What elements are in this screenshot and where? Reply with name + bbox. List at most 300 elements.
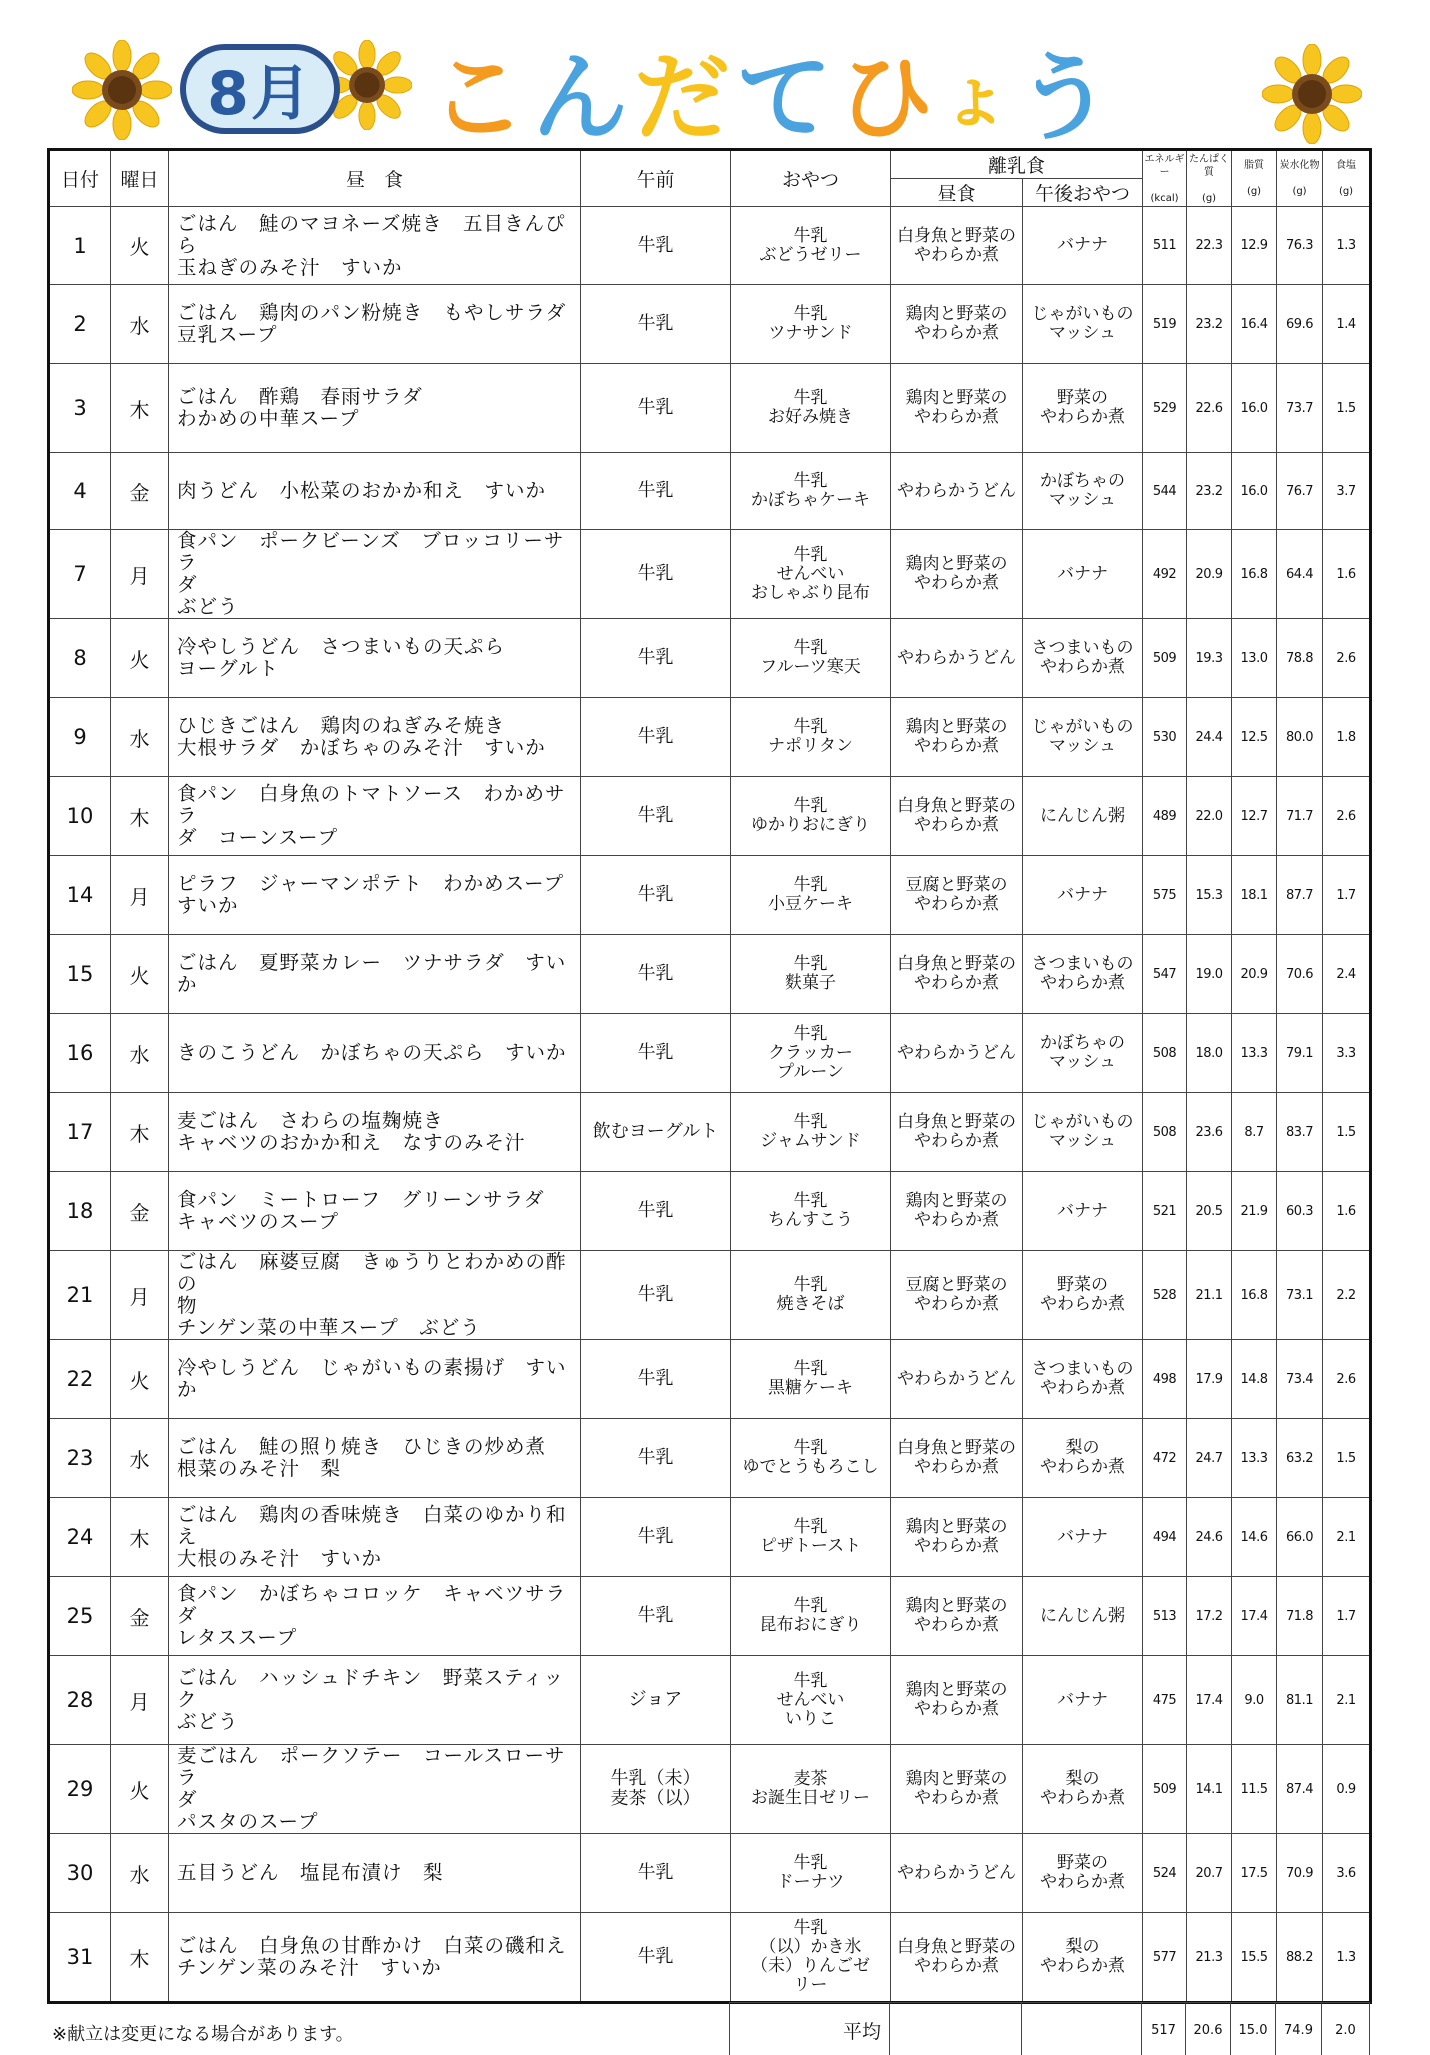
row-baby-snack: じゃがいもの マッシュ — [1023, 1093, 1143, 1172]
row-energy: 511 — [1143, 207, 1187, 285]
row-protein: 24.4 — [1187, 698, 1232, 777]
row-protein: 24.7 — [1187, 1419, 1232, 1498]
row-baby-lunch: 鶏肉と野菜の やわらか煮 — [891, 364, 1023, 453]
title-char: こ — [430, 41, 532, 154]
row-baby-snack: さつまいもの やわらか煮 — [1023, 935, 1143, 1014]
row-date: 23 — [49, 1419, 111, 1498]
row-salt: 1.7 — [1323, 1577, 1371, 1656]
row-energy: 508 — [1143, 1093, 1187, 1172]
row-carbs: 71.7 — [1277, 777, 1323, 856]
header-carbs: 炭水化物 (g) — [1277, 150, 1323, 207]
row-date: 25 — [49, 1577, 111, 1656]
row-baby-snack: 野菜の やわらか煮 — [1023, 364, 1143, 453]
table-row — [49, 777, 1371, 856]
row-fat: 16.8 — [1232, 1251, 1277, 1340]
row-lunch: 冷やしうどん さつまいもの天ぷら ヨーグルト — [169, 619, 581, 698]
row-weekday: 月 — [111, 1251, 169, 1340]
row-energy: 475 — [1143, 1656, 1187, 1745]
row-fat: 16.0 — [1232, 453, 1277, 530]
row-weekday: 火 — [111, 1745, 169, 1834]
row-fat: 13.3 — [1232, 1014, 1277, 1093]
row-salt: 1.5 — [1323, 1093, 1371, 1172]
row-baby-snack: にんじん粥 — [1023, 777, 1143, 856]
row-lunch: 麦ごはん ポークソテー コールスローサラ ダ パスタのスープ — [169, 1745, 581, 1834]
row-weekday: 月 — [111, 530, 169, 619]
row-morning: 牛乳 — [581, 1419, 731, 1498]
average-row — [729, 2002, 1370, 2055]
row-lunch: 食パン 白身魚のトマトソース わかめサラ ダ コーンスープ — [169, 777, 581, 856]
row-snack: 牛乳 ゆかりおにぎり — [731, 777, 891, 856]
row-baby-lunch: やわらかうどん — [891, 453, 1023, 530]
row-date: 2 — [49, 285, 111, 364]
menu-table — [47, 148, 1372, 2004]
row-salt: 3.7 — [1323, 453, 1371, 530]
header-baby-food: 離乳食 — [891, 150, 1143, 179]
row-date: 3 — [49, 364, 111, 453]
row-baby-snack: かぼちゃの マッシュ — [1023, 1014, 1143, 1093]
row-morning: 牛乳 — [581, 698, 731, 777]
row-energy: 528 — [1143, 1251, 1187, 1340]
row-carbs: 71.8 — [1277, 1577, 1323, 1656]
row-weekday: 水 — [111, 1419, 169, 1498]
row-energy: 509 — [1143, 1745, 1187, 1834]
row-energy: 513 — [1143, 1577, 1187, 1656]
row-snack: 牛乳 ぶどうゼリー — [731, 207, 891, 285]
row-snack: 牛乳 せんべい おしゃぶり昆布 — [731, 530, 891, 619]
table-row — [49, 619, 1371, 698]
row-energy: 521 — [1143, 1172, 1187, 1251]
average-energy: 517 — [1142, 2003, 1186, 2055]
row-weekday: 金 — [111, 453, 169, 530]
row-carbs: 69.6 — [1277, 285, 1323, 364]
row-morning: 牛乳 — [581, 1498, 731, 1577]
row-energy: 530 — [1143, 698, 1187, 777]
row-morning: 牛乳 — [581, 364, 731, 453]
row-snack: 牛乳 せんべい いりこ — [731, 1656, 891, 1745]
table-row — [49, 1093, 1371, 1172]
table-row — [49, 530, 1371, 619]
row-carbs: 63.2 — [1277, 1419, 1323, 1498]
row-carbs: 88.2 — [1277, 1913, 1323, 2003]
header-morning: 午前 — [581, 150, 731, 207]
row-weekday: 月 — [111, 1656, 169, 1745]
table-row — [49, 698, 1371, 777]
row-protein: 18.0 — [1187, 1014, 1232, 1093]
row-snack: 牛乳 （以）かき氷 （未）りんごゼ リー — [731, 1913, 891, 2003]
row-baby-lunch: 白身魚と野菜の やわらか煮 — [891, 1093, 1023, 1172]
row-date: 30 — [49, 1834, 111, 1913]
row-energy: 509 — [1143, 619, 1187, 698]
title-char: だ — [634, 41, 736, 154]
row-carbs: 60.3 — [1277, 1172, 1323, 1251]
row-date: 16 — [49, 1014, 111, 1093]
row-fat: 12.5 — [1232, 698, 1277, 777]
table-row — [49, 1498, 1371, 1577]
row-weekday: 水 — [111, 285, 169, 364]
row-energy: 575 — [1143, 856, 1187, 935]
row-baby-lunch: 白身魚と野菜の やわらか煮 — [891, 935, 1023, 1014]
table-row — [49, 1656, 1371, 1745]
row-snack: 牛乳 昆布おにぎり — [731, 1577, 891, 1656]
row-salt: 1.3 — [1323, 207, 1371, 285]
row-morning: 牛乳 — [581, 777, 731, 856]
row-snack: 牛乳 フルーツ寒天 — [731, 619, 891, 698]
row-baby-lunch: 白身魚と野菜の やわらか煮 — [891, 207, 1023, 285]
row-baby-lunch: 白身魚と野菜の やわらか煮 — [891, 1913, 1023, 2003]
row-weekday: 木 — [111, 1498, 169, 1577]
row-snack: 牛乳 ピザトースト — [731, 1498, 891, 1577]
row-weekday: 火 — [111, 619, 169, 698]
table-row — [49, 1014, 1371, 1093]
average-salt: 2.0 — [1322, 2003, 1370, 2055]
row-carbs: 87.7 — [1277, 856, 1323, 935]
row-snack: 牛乳 お好み焼き — [731, 364, 891, 453]
row-date: 28 — [49, 1656, 111, 1745]
row-morning: 牛乳（未） 麦茶（以） — [581, 1745, 731, 1834]
row-carbs: 80.0 — [1277, 698, 1323, 777]
row-salt: 1.6 — [1323, 530, 1371, 619]
row-baby-lunch: 白身魚と野菜の やわらか煮 — [891, 777, 1023, 856]
row-lunch: ごはん 鮭の照り焼き ひじきの炒め煮 根菜のみそ汁 梨 — [169, 1419, 581, 1498]
row-baby-snack: バナナ — [1023, 1498, 1143, 1577]
row-morning: 牛乳 — [581, 453, 731, 530]
row-lunch: 肉うどん 小松菜のおかか和え すいか — [169, 453, 581, 530]
row-lunch: 麦ごはん さわらの塩麹焼き キャベツのおかか和え なすのみそ汁 — [169, 1093, 581, 1172]
row-lunch: 冷やしうどん じゃがいもの素揚げ すいか — [169, 1340, 581, 1419]
row-baby-lunch: 鶏肉と野菜の やわらか煮 — [891, 530, 1023, 619]
row-weekday: 木 — [111, 1913, 169, 2003]
row-baby-snack: さつまいもの やわらか煮 — [1023, 619, 1143, 698]
row-fat: 17.5 — [1232, 1834, 1277, 1913]
row-morning: 牛乳 — [581, 285, 731, 364]
row-snack: 牛乳 焼きそば — [731, 1251, 891, 1340]
row-carbs: 70.9 — [1277, 1834, 1323, 1913]
row-morning: 牛乳 — [581, 207, 731, 285]
row-salt: 2.1 — [1323, 1656, 1371, 1745]
table-row — [49, 856, 1371, 935]
average-blank — [890, 2003, 1022, 2055]
row-baby-lunch: 鶏肉と野菜の やわらか煮 — [891, 285, 1023, 364]
row-baby-snack: かぼちゃの マッシュ — [1023, 453, 1143, 530]
table-row — [49, 364, 1371, 453]
sunflower-icon — [72, 40, 172, 140]
row-baby-lunch: 鶏肉と野菜の やわらか煮 — [891, 1172, 1023, 1251]
row-morning: 牛乳 — [581, 1340, 731, 1419]
row-morning: 飲むヨーグルト — [581, 1093, 731, 1172]
title-char: て — [736, 41, 838, 154]
row-baby-lunch: やわらかうどん — [891, 1340, 1023, 1419]
row-baby-snack: 梨の やわらか煮 — [1023, 1913, 1143, 2003]
row-morning: 牛乳 — [581, 1251, 731, 1340]
table-row — [49, 285, 1371, 364]
row-weekday: 木 — [111, 777, 169, 856]
row-salt: 1.7 — [1323, 856, 1371, 935]
header-date: 日付 — [49, 150, 111, 207]
row-carbs: 76.3 — [1277, 207, 1323, 285]
row-fat: 20.9 — [1232, 935, 1277, 1014]
table-row — [49, 1577, 1371, 1656]
row-snack: 牛乳 クラッカー プルーン — [731, 1014, 891, 1093]
row-morning: 牛乳 — [581, 1014, 731, 1093]
row-protein: 15.3 — [1187, 856, 1232, 935]
row-weekday: 水 — [111, 1834, 169, 1913]
row-salt: 1.3 — [1323, 1913, 1371, 2003]
row-baby-snack: じゃがいもの マッシュ — [1023, 285, 1143, 364]
row-date: 8 — [49, 619, 111, 698]
row-baby-snack: バナナ — [1023, 1656, 1143, 1745]
row-date: 9 — [49, 698, 111, 777]
row-fat: 11.5 — [1232, 1745, 1277, 1834]
row-morning: 牛乳 — [581, 1577, 731, 1656]
row-baby-lunch: 鶏肉と野菜の やわらか煮 — [891, 1745, 1023, 1834]
row-date: 7 — [49, 530, 111, 619]
average-blank — [1022, 2003, 1142, 2055]
row-carbs: 66.0 — [1277, 1498, 1323, 1577]
row-protein: 21.1 — [1187, 1251, 1232, 1340]
row-protein: 19.0 — [1187, 935, 1232, 1014]
row-snack: 麦茶 お誕生日ゼリー — [731, 1745, 891, 1834]
row-fat: 17.4 — [1232, 1577, 1277, 1656]
row-date: 18 — [49, 1172, 111, 1251]
header-energy: エネルギー (kcal) — [1143, 150, 1187, 207]
row-salt: 0.9 — [1323, 1745, 1371, 1834]
row-carbs: 64.4 — [1277, 530, 1323, 619]
row-weekday: 水 — [111, 1014, 169, 1093]
row-lunch: ひじきごはん 鶏肉のねぎみそ焼き 大根サラダ かぼちゃのみそ汁 すいか — [169, 698, 581, 777]
table-row — [49, 1745, 1371, 1834]
row-baby-snack: さつまいもの やわらか煮 — [1023, 1340, 1143, 1419]
row-baby-lunch: 豆腐と野菜の やわらか煮 — [891, 856, 1023, 935]
average-protein: 20.6 — [1186, 2003, 1231, 2055]
row-weekday: 金 — [111, 1172, 169, 1251]
row-fat: 15.5 — [1232, 1913, 1277, 2003]
row-snack: 牛乳 黒糖ケーキ — [731, 1340, 891, 1419]
row-date: 21 — [49, 1251, 111, 1340]
row-date: 31 — [49, 1913, 111, 2003]
row-weekday: 月 — [111, 856, 169, 935]
header-weekday: 曜日 — [111, 150, 169, 207]
table-row — [49, 935, 1371, 1014]
month-badge: 8月 — [180, 44, 340, 134]
row-morning: ジョア — [581, 1656, 731, 1745]
title-char: ょ — [940, 54, 1016, 137]
row-baby-snack: にんじん粥 — [1023, 1577, 1143, 1656]
row-protein: 22.6 — [1187, 364, 1232, 453]
row-date: 29 — [49, 1745, 111, 1834]
row-salt: 2.1 — [1323, 1498, 1371, 1577]
row-snack: 牛乳 ドーナツ — [731, 1834, 891, 1913]
row-energy: 519 — [1143, 285, 1187, 364]
row-lunch: ごはん 鶏肉の香味焼き 白菜のゆかり和え 大根のみそ汁 すいか — [169, 1498, 581, 1577]
row-snack: 牛乳 ツナサンド — [731, 285, 891, 364]
table-row — [49, 1419, 1371, 1498]
row-energy: 508 — [1143, 1014, 1187, 1093]
row-baby-lunch: 鶏肉と野菜の やわらか煮 — [891, 1577, 1023, 1656]
table-row — [49, 207, 1371, 285]
row-morning: 牛乳 — [581, 1913, 731, 2003]
header-lunch: 昼 食 — [169, 150, 581, 207]
row-salt: 1.8 — [1323, 698, 1371, 777]
row-energy: 489 — [1143, 777, 1187, 856]
row-baby-lunch: 豆腐と野菜の やわらか煮 — [891, 1251, 1023, 1340]
row-lunch: 食パン ミートローフ グリーンサラダ キャベツのスープ — [169, 1172, 581, 1251]
row-snack: 牛乳 ゆでとうもろこし — [731, 1419, 891, 1498]
row-protein: 20.9 — [1187, 530, 1232, 619]
row-fat: 14.6 — [1232, 1498, 1277, 1577]
row-lunch: 食パン かぼちゃコロッケ キャベツサラダ レタススープ — [169, 1577, 581, 1656]
row-baby-snack: バナナ — [1023, 207, 1143, 285]
header-protein: たんぱく質 (g) — [1187, 150, 1232, 207]
row-baby-snack: バナナ — [1023, 530, 1143, 619]
table-row — [49, 1913, 1371, 2003]
table-row — [49, 1340, 1371, 1419]
row-protein: 24.6 — [1187, 1498, 1232, 1577]
row-carbs: 83.7 — [1277, 1093, 1323, 1172]
row-baby-snack: 野菜の やわらか煮 — [1023, 1834, 1143, 1913]
row-fat: 8.7 — [1232, 1093, 1277, 1172]
row-weekday: 木 — [111, 1093, 169, 1172]
header-fat: 脂質 (g) — [1232, 150, 1277, 207]
page-header — [0, 0, 1430, 154]
header-baby-snack: 午後おやつ — [1023, 179, 1143, 207]
row-fat: 9.0 — [1232, 1656, 1277, 1745]
header-salt: 食塩 (g) — [1323, 150, 1371, 207]
row-salt: 2.6 — [1323, 1340, 1371, 1419]
header-snack: おやつ — [731, 150, 891, 207]
row-energy: 529 — [1143, 364, 1187, 453]
row-salt: 1.4 — [1323, 285, 1371, 364]
row-protein: 23.2 — [1187, 453, 1232, 530]
average-fat: 15.0 — [1231, 2003, 1276, 2055]
row-baby-snack: 梨の やわらか煮 — [1023, 1419, 1143, 1498]
row-fat: 13.3 — [1232, 1419, 1277, 1498]
row-baby-lunch: 鶏肉と野菜の やわらか煮 — [891, 1656, 1023, 1745]
row-morning: 牛乳 — [581, 856, 731, 935]
row-baby-lunch: やわらかうどん — [891, 619, 1023, 698]
row-baby-lunch: 白身魚と野菜の やわらか煮 — [891, 1419, 1023, 1498]
row-snack: 牛乳 かぼちゃケーキ — [731, 453, 891, 530]
table-row — [49, 1172, 1371, 1251]
row-energy: 544 — [1143, 453, 1187, 530]
row-baby-snack: じゃがいもの マッシュ — [1023, 698, 1143, 777]
row-lunch: ごはん 麻婆豆腐 きゅうりとわかめの酢の 物 チンゲン菜の中華スープ ぶどう — [169, 1251, 581, 1340]
row-carbs: 76.7 — [1277, 453, 1323, 530]
row-date: 1 — [49, 207, 111, 285]
row-baby-snack: バナナ — [1023, 856, 1143, 935]
row-protein: 20.7 — [1187, 1834, 1232, 1913]
row-lunch: ごはん 白身魚の甘酢かけ 白菜の磯和え チンゲン菜のみそ汁 すいか — [169, 1913, 581, 2003]
row-salt: 3.6 — [1323, 1834, 1371, 1913]
row-snack: 牛乳 ナポリタン — [731, 698, 891, 777]
row-lunch: ピラフ ジャーマンポテト わかめスープ すいか — [169, 856, 581, 935]
row-fat: 16.0 — [1232, 364, 1277, 453]
row-baby-snack: 梨の やわらか煮 — [1023, 1745, 1143, 1834]
row-morning: 牛乳 — [581, 935, 731, 1014]
row-carbs: 79.1 — [1277, 1014, 1323, 1093]
row-salt: 2.4 — [1323, 935, 1371, 1014]
title-char: う — [1016, 41, 1118, 154]
row-protein: 17.4 — [1187, 1656, 1232, 1745]
row-baby-lunch: 鶏肉と野菜の やわらか煮 — [891, 1498, 1023, 1577]
row-salt: 1.5 — [1323, 364, 1371, 453]
row-fat: 18.1 — [1232, 856, 1277, 935]
row-energy: 492 — [1143, 530, 1187, 619]
row-lunch: ごはん ハッシュドチキン 野菜スティック ぶどう — [169, 1656, 581, 1745]
row-protein: 21.3 — [1187, 1913, 1232, 2003]
row-date: 17 — [49, 1093, 111, 1172]
row-protein: 17.9 — [1187, 1340, 1232, 1419]
row-baby-lunch: やわらかうどん — [891, 1834, 1023, 1913]
row-fat: 16.4 — [1232, 285, 1277, 364]
row-lunch: 五目うどん 塩昆布漬け 梨 — [169, 1834, 581, 1913]
header-baby-lunch: 昼食 — [891, 179, 1023, 207]
row-energy: 494 — [1143, 1498, 1187, 1577]
row-protein: 14.1 — [1187, 1745, 1232, 1834]
row-protein: 23.6 — [1187, 1093, 1232, 1172]
row-lunch: 食パン ポークビーンズ ブロッコリーサラ ダ ぶどう — [169, 530, 581, 619]
sunflower-icon — [1262, 44, 1362, 144]
row-snack: 牛乳 麩菓子 — [731, 935, 891, 1014]
row-date: 22 — [49, 1340, 111, 1419]
row-carbs: 73.7 — [1277, 364, 1323, 453]
average-carbs: 74.9 — [1276, 2003, 1322, 2055]
row-lunch: ごはん 鶏肉のパン粉焼き もやしサラダ 豆乳スープ — [169, 285, 581, 364]
row-fat: 12.7 — [1232, 777, 1277, 856]
row-baby-lunch: 鶏肉と野菜の やわらか煮 — [891, 698, 1023, 777]
row-weekday: 火 — [111, 935, 169, 1014]
row-weekday: 水 — [111, 698, 169, 777]
row-energy: 547 — [1143, 935, 1187, 1014]
row-protein: 23.2 — [1187, 285, 1232, 364]
row-date: 4 — [49, 453, 111, 530]
row-fat: 13.0 — [1232, 619, 1277, 698]
row-energy: 577 — [1143, 1913, 1187, 2003]
row-weekday: 木 — [111, 364, 169, 453]
row-salt: 1.6 — [1323, 1172, 1371, 1251]
page-title — [430, 30, 1270, 154]
row-fat: 14.8 — [1232, 1340, 1277, 1419]
row-energy: 472 — [1143, 1419, 1187, 1498]
row-fat: 16.8 — [1232, 530, 1277, 619]
row-fat: 21.9 — [1232, 1172, 1277, 1251]
row-salt: 2.6 — [1323, 777, 1371, 856]
row-protein: 19.3 — [1187, 619, 1232, 698]
title-char: ひ — [838, 41, 940, 154]
row-carbs: 81.1 — [1277, 1656, 1323, 1745]
row-baby-lunch: やわらかうどん — [891, 1014, 1023, 1093]
row-lunch: きのこうどん かぼちゃの天ぷら すいか — [169, 1014, 581, 1093]
row-morning: 牛乳 — [581, 1172, 731, 1251]
row-morning: 牛乳 — [581, 1834, 731, 1913]
row-snack: 牛乳 ちんすこう — [731, 1172, 891, 1251]
row-weekday: 火 — [111, 207, 169, 285]
row-carbs: 87.4 — [1277, 1745, 1323, 1834]
row-snack: 牛乳 ジャムサンド — [731, 1093, 891, 1172]
average-label: 平均 — [730, 2003, 890, 2055]
title-char: ん — [532, 41, 634, 154]
row-protein: 17.2 — [1187, 1577, 1232, 1656]
row-carbs: 73.1 — [1277, 1251, 1323, 1340]
row-morning: 牛乳 — [581, 619, 731, 698]
row-energy: 498 — [1143, 1340, 1187, 1419]
row-carbs: 73.4 — [1277, 1340, 1323, 1419]
table-row — [49, 453, 1371, 530]
row-baby-snack: バナナ — [1023, 1172, 1143, 1251]
row-snack: 牛乳 小豆ケーキ — [731, 856, 891, 935]
row-lunch: ごはん 夏野菜カレー ツナサラダ すいか — [169, 935, 581, 1014]
row-protein: 20.5 — [1187, 1172, 1232, 1251]
row-date: 24 — [49, 1498, 111, 1577]
